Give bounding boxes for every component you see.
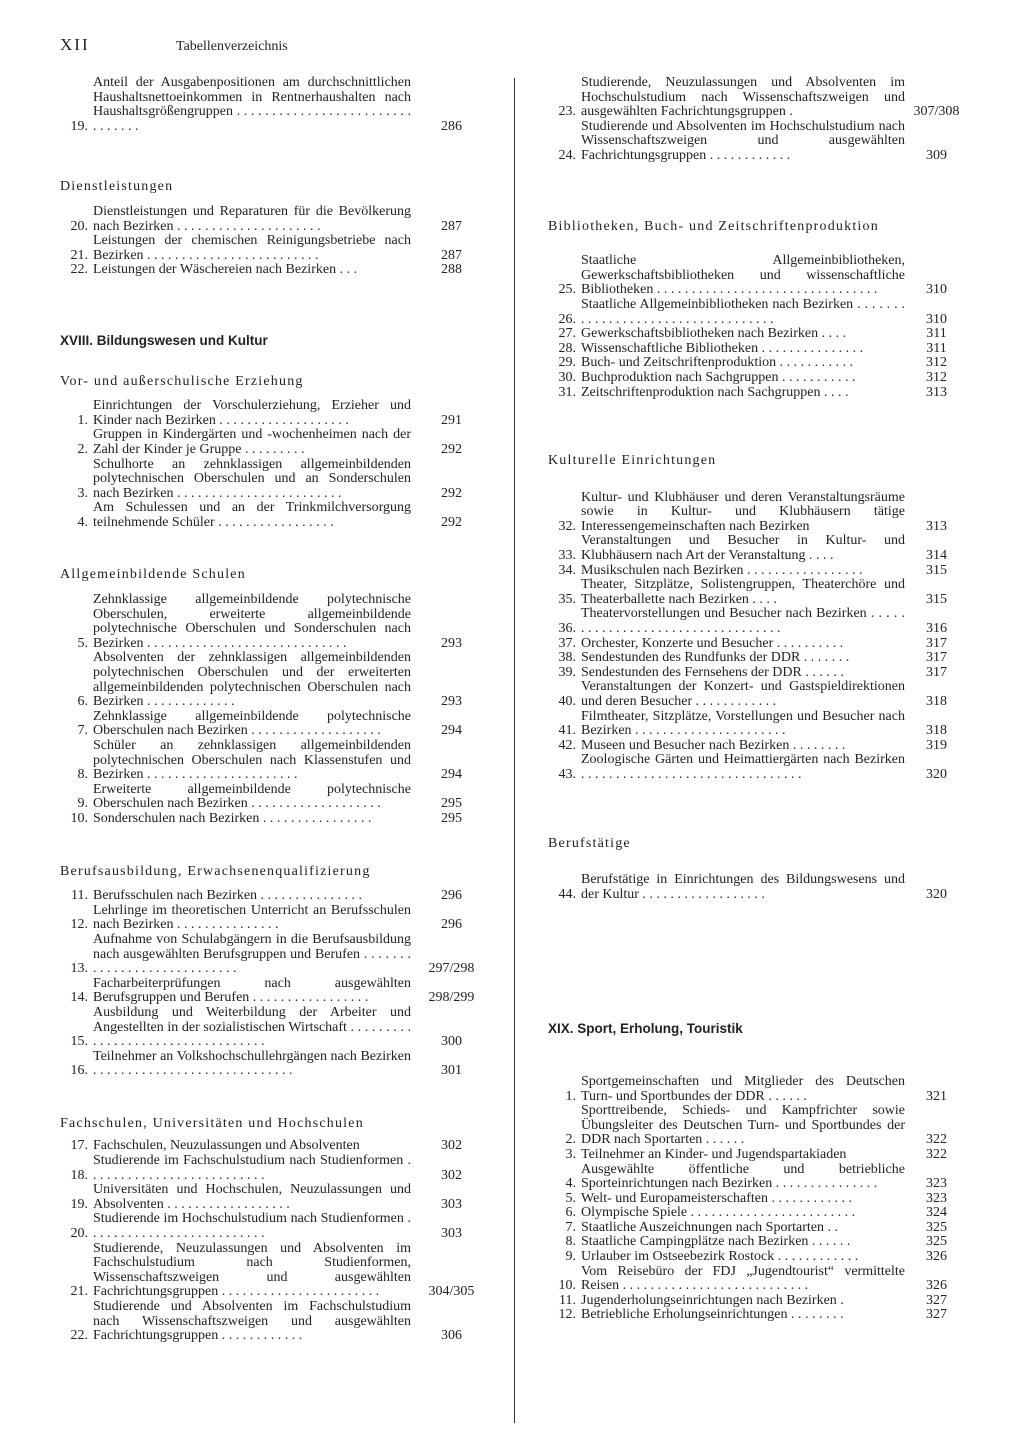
- entry-number: 9.: [77, 796, 88, 812]
- entry-title: Jugenderholungseinrichtungen nach Bezirken .: [581, 1292, 844, 1308]
- entry-page: 317: [926, 650, 947, 666]
- entry-title: Berufstätige in Einrichtungen des Bildungswesens und der Kultur . . . . . . . . . . . . . . . . . .: [581, 872, 905, 902]
- toc-entry: [548, 666, 968, 681]
- entry-number: 32.: [558, 518, 576, 534]
- entry-title: Staatliche Auszeichnungen nach Sportarten . .: [581, 1219, 838, 1235]
- entry-title: Filmtheater, Sitzplätze, Vorstellungen und Besucher nach Bezirken . . . . . . . . . . . . . . . . . . . . . .: [581, 708, 905, 739]
- entry-title: Staatliche Allgemeinbibliotheken, Gewerkschaftsbibliotheken und wissenschaftliche Bibliotheken . . . . . . . . . . . . . . . . . . . . . . . . . . . . . . . .: [581, 253, 905, 298]
- entry-number: 21.: [70, 247, 88, 263]
- entry-page: 298/299: [428, 990, 475, 1006]
- entry-number: 36.: [558, 621, 576, 637]
- toc-entry: [548, 1265, 968, 1294]
- entry-title: Veranstaltungen der Konzert- und Gastspieldirektionen und deren Besucher . . . . . . . . . . . .: [581, 679, 905, 709]
- toc-entry: [548, 1163, 968, 1192]
- entry-number: 13.: [70, 961, 88, 977]
- entry-number: 11.: [559, 1292, 576, 1308]
- toc-entry: [60, 889, 492, 904]
- entry-title: Zoologische Gärten und Heimattiergärten nach Bezirken . . . . . . . . . . . . . . . . . . . . . . . . . . . . . . . .: [581, 752, 905, 782]
- entry-number: 6.: [565, 1205, 576, 1221]
- entry-number: 12.: [70, 917, 88, 933]
- entry-number: 30.: [558, 369, 576, 385]
- entry-title: Vom Reisebüro der FDJ „Jugendtourist“ vermittelte Reisen . . . . . . . . . . . . . . . . . . . . . . . . . . .: [581, 1263, 905, 1294]
- entry-page: 303: [441, 1226, 462, 1242]
- toc-entry: [60, 1183, 492, 1212]
- entry-number: 20.: [70, 1226, 88, 1242]
- toc-entry: [548, 564, 968, 579]
- entry-title: Olympische Spiele . . . . . . . . . . . . . . . . . . . . . . . .: [581, 1205, 856, 1221]
- entry-number: 14.: [70, 990, 88, 1006]
- entry-page: 292: [441, 514, 462, 530]
- entry-page: 326: [926, 1278, 947, 1294]
- page-title: Tabellenverzeichnis: [176, 39, 288, 54]
- entry-page: 296: [441, 888, 462, 904]
- entry-title: Buchproduktion nach Sachgruppen . . . . . . . . . . .: [581, 369, 856, 385]
- entry-title: Facharbeiterprüfungen nach ausgewählten Berufsgruppen und Berufen . . . . . . . . . . . . . . . . .: [93, 975, 411, 1006]
- entry-number: 7.: [565, 1219, 576, 1235]
- toc-entry: [60, 651, 492, 709]
- entry-title: Aufnahme von Schulabgängern in die Berufsausbildung nach ausgewählten Berufsgruppen und Berufen . . . . . . . . . . . . . . . . . . . . . . . . . . . .: [93, 931, 411, 977]
- toc-entry: [548, 371, 968, 386]
- entry-page: 318: [926, 723, 947, 739]
- toc-entry: [60, 1300, 492, 1344]
- entry-title: Erweiterte allgemeinbildende polytechnische Oberschulen nach Bezirken . . . . . . . . . . . . . . . . . . .: [93, 781, 411, 812]
- toc-entry: [548, 1104, 968, 1148]
- toc-entry: [60, 1006, 492, 1050]
- entry-title: Dienstleistungen und Reparaturen für die Bevölkerung nach Bezirken . . . . . . . . . . . . . . . . . . . . .: [93, 203, 411, 234]
- entry-title: Sendestunden des Rundfunks der DDR . . . . . . .: [581, 650, 850, 666]
- entry-title: Absolventen der zehnklassigen allgemeinbildenden polytechnischen Oberschulen und der erweiterten allgemeinbildenden polytechnischen Oberschulen nach Bezirken . . . . . . . . . . . . .: [93, 650, 411, 710]
- entry-title: Urlauber im Ostseebezirk Rostock . . . . . . . . . . . .: [581, 1249, 859, 1265]
- entry-number: 5.: [565, 1190, 576, 1206]
- entry-number: 10.: [558, 1278, 576, 1294]
- subsection-heading: Vor- und außerschulische Erziehung: [60, 373, 304, 389]
- entry-number: 24.: [558, 147, 576, 163]
- page-number: XII: [60, 35, 90, 54]
- entry-number: 43.: [558, 766, 576, 782]
- entry-page: 327: [926, 1307, 947, 1323]
- entry-page: 307/308: [913, 104, 960, 120]
- entry-title: Berufsschulen nach Bezirken . . . . . . . . . . . . . . .: [93, 888, 363, 904]
- entry-number: 38.: [558, 650, 576, 666]
- entry-page: 326: [926, 1249, 947, 1265]
- entry-number: 16.: [70, 1063, 88, 1079]
- entry-title: Staatliche Campingplätze nach Bezirken . . . . . .: [581, 1234, 851, 1250]
- toc-entry: [548, 386, 968, 401]
- entry-number: 21.: [70, 1284, 88, 1300]
- subsection-heading: Kulturelle Einrichtungen: [548, 453, 717, 469]
- entry-page: 292: [441, 485, 462, 501]
- entry-title: Museen und Besucher nach Bezirken . . . . . . . .: [581, 737, 846, 753]
- entry-page: 302: [441, 1167, 462, 1183]
- entry-number: 9.: [565, 1249, 576, 1265]
- toc-entry: [548, 710, 968, 739]
- toc-entry: [548, 120, 968, 164]
- entry-page: 314: [926, 548, 947, 564]
- entry-page: 297/298: [428, 961, 475, 977]
- entry-title: Fachschulen, Neuzulassungen und Absolventen: [93, 1138, 360, 1154]
- subsection-heading: Bibliotheken, Buch- und Zeitschriftenproduktion: [548, 218, 879, 234]
- entry-page: 319: [926, 737, 947, 753]
- toc-entry: [60, 783, 492, 812]
- entry-number: 2.: [565, 1132, 576, 1148]
- entry-page: 292: [441, 441, 462, 457]
- entry-number: 19.: [70, 1196, 88, 1212]
- toc-entry: [548, 327, 968, 342]
- toc-entry: [548, 753, 968, 782]
- entry-number: 19.: [70, 118, 88, 134]
- toc-entry: [60, 812, 492, 827]
- toc-entry: [60, 1212, 492, 1241]
- toc-entry: [548, 76, 968, 120]
- entry-title: Zehnklassige allgemeinbildende polytechnische Oberschulen nach Bezirken . . . . . . . . . . . . . . . . . . .: [93, 708, 411, 739]
- toc-entry: [60, 205, 492, 234]
- entry-title: Sportgemeinschaften und Mitglieder des Deutschen Turn- und Sportbundes der DDR . . . . . .: [581, 1073, 905, 1104]
- subsection-heading: Fachschulen, Universitäten und Hochschulen: [60, 1115, 364, 1131]
- toc-entry: [548, 1250, 968, 1265]
- entry-number: 1.: [565, 1088, 576, 1104]
- entry-page: 306: [441, 1328, 462, 1344]
- entry-title: Veranstaltungen und Besucher in Kultur- und Klubhäusern nach Art der Veranstaltung . . . .: [581, 533, 905, 564]
- toc-entry: [548, 637, 968, 652]
- entry-title: Wissenschaftliche Bibliotheken . . . . . . . . . . . . . . .: [581, 340, 864, 356]
- entry-title: Theatervorstellungen und Besucher nach Bezirken . . . . . . . . . . . . . . . . . . . . . . . . . . . . . . . . . .: [581, 606, 905, 637]
- entry-page: 287: [441, 218, 462, 234]
- toc-entry: [60, 1139, 492, 1154]
- entry-title: Teilnehmer an Volkshochschullehrgängen nach Bezirken . . . . . . . . . . . . . . . . . . . . . . . . . . . . .: [93, 1048, 411, 1079]
- toc-entry: [548, 651, 968, 666]
- entry-title: Betriebliche Erholungseinrichtungen . . . . . . . .: [581, 1307, 844, 1323]
- entry-page: 324: [926, 1205, 947, 1221]
- entry-page: 310: [926, 311, 947, 327]
- entry-page: 315: [926, 562, 947, 578]
- toc-entry: [548, 1235, 968, 1250]
- entry-title: Kultur- und Klubhäuser und deren Veranstaltungsräume sowie in Kultur- und Klubhäusern tätige Interessengemeinschaften nach Bezirken: [581, 489, 905, 534]
- toc-entry: [60, 428, 492, 457]
- toc-right-column: [548, 76, 968, 1323]
- entry-number: 37.: [558, 635, 576, 651]
- entry-title: Gewerkschaftsbibliotheken nach Bezirken . . . .: [581, 326, 847, 342]
- entry-title: Studierende, Neuzulassungen und Absolventen im Fachschulstudium nach Studienformen, Wissenschaftszweigen und ausgewählten Fachrichtungsgruppen . . . . . . . . . . . . . . . . . . . . . . .: [93, 1240, 411, 1300]
- subsection-heading: Berufstätige: [548, 835, 631, 851]
- entry-page: 294: [441, 767, 462, 783]
- entry-title: Theater, Sitzplätze, Solistengruppen, Theaterchöre und Theaterballette nach Bezirken . . . .: [581, 577, 905, 607]
- entry-number: 3.: [565, 1146, 576, 1162]
- entry-page: 327: [926, 1292, 947, 1308]
- entry-page: 310: [926, 282, 947, 298]
- entry-page: 320: [926, 886, 947, 902]
- entry-title: Studierende, Neuzulassungen und Absolventen im Hochschulstudium nach Wissenschaftszweigen und ausgewählten Fachrichtungsgruppen .: [581, 75, 905, 120]
- entry-title: Sporttreibende, Schieds- und Kampfrichter sowie Übungsleiter des Deutschen Turn- und Sportbundes der DDR nach Sportarten . . . . . .: [581, 1103, 905, 1148]
- entry-title: Universitäten und Hochschulen, Neuzulassungen und Absolventen . . . . . . . . . . . . . . . . . .: [93, 1182, 411, 1212]
- entry-number: 11.: [71, 888, 88, 904]
- toc-entry: [548, 356, 968, 371]
- entry-number: 35.: [558, 591, 576, 607]
- toc-entry: [60, 710, 492, 739]
- toc-entry: [60, 263, 492, 278]
- entry-title: Welt- und Europameisterschaften . . . . . . . . . . . .: [581, 1190, 853, 1206]
- entry-page: 288: [441, 262, 462, 278]
- toc-entry: [548, 680, 968, 709]
- toc-entry: [548, 342, 968, 357]
- entry-page: 317: [926, 664, 947, 680]
- toc-entry: [548, 534, 968, 563]
- toc-entry: [548, 739, 968, 754]
- entry-number: 15.: [70, 1034, 88, 1050]
- toc-entry: [548, 491, 968, 535]
- toc-entry: [60, 1154, 492, 1183]
- entry-title: Buch- und Zeitschriftenproduktion . . . . . . . . . . .: [581, 355, 854, 371]
- entry-page: 286: [441, 118, 462, 134]
- entry-number: 4.: [77, 514, 88, 530]
- entry-page: 304/305: [428, 1284, 475, 1300]
- entry-title: Zehnklassige allgemeinbildende polytechnische Oberschulen, erweiterte allgemeinbildende polytechnische Oberschulen und Sonderschulen nach Bezirken . . . . . . . . . . . . . . . . . . . . . . . . . . . . .: [93, 592, 411, 651]
- entry-page: 325: [926, 1234, 947, 1250]
- entry-number: 17.: [70, 1138, 88, 1154]
- entry-number: 18.: [70, 1167, 88, 1183]
- toc-entry: [548, 578, 968, 607]
- entry-title: Studierende im Hochschulstudium nach Studienformen . . . . . . . . . . . . . . . . . . . . . . . . . .: [93, 1211, 411, 1242]
- entry-page: 294: [441, 723, 462, 739]
- toc-entry: [548, 1075, 968, 1104]
- entry-title: Leistungen der chemischen Reinigungsbetriebe nach Bezirken . . . . . . . . . . . . . . . . . . . . . . . . .: [93, 233, 411, 263]
- entry-page: 311: [926, 326, 947, 342]
- entry-number: 2.: [77, 441, 88, 457]
- entry-title: Einrichtungen der Vorschulerziehung, Erzieher und Kinder nach Bezirken . . . . . . . . . . . . . . . . . . .: [93, 398, 411, 428]
- subsection-heading: Allgemeinbildende Schulen: [60, 567, 246, 583]
- entry-title: Studierende und Absolventen im Hochschulstudium nach Wissenschaftszweigen und ausgewählten Fachrichtungsgruppen . . . . . . . . . . . .: [581, 118, 905, 163]
- entry-title: Anteil der Ausgabenpositionen am durchschnittlichen Haushaltsnettoeinkommen in Rentnerhaushalten nach Haushaltsgrößengruppen . . . . . . . . . . . . . . . . . . . . . . . . . . . . . . . .: [93, 75, 411, 134]
- subsection-heading: Dienstleistungen: [60, 179, 174, 195]
- entry-number: 27.: [558, 326, 576, 342]
- entry-title: Studierende im Fachschulstudium nach Studienformen . . . . . . . . . . . . . . . . . . . . . . . . . .: [93, 1153, 411, 1183]
- entry-page: 313: [926, 518, 947, 534]
- entry-number: 31.: [558, 384, 576, 400]
- entry-number: 22.: [70, 1328, 88, 1344]
- entry-page: 320: [926, 766, 947, 782]
- entry-page: 325: [926, 1219, 947, 1235]
- entry-page: 287: [441, 247, 462, 263]
- entry-page: 301: [441, 1063, 462, 1079]
- toc-entry: [548, 254, 968, 298]
- toc-entry: [548, 1294, 968, 1309]
- toc-entry: [548, 1206, 968, 1221]
- toc-entry: [548, 1148, 968, 1163]
- entry-page: 313: [926, 384, 947, 400]
- section-heading: XVIII. Bildungswesen und Kultur: [60, 332, 268, 348]
- entry-number: 22.: [70, 262, 88, 278]
- entry-number: 44.: [558, 886, 576, 902]
- toc-entry: [60, 399, 492, 428]
- entry-number: 5.: [77, 635, 88, 651]
- entry-title: Teilnehmer an Kinder- und Jugendspartakiaden: [581, 1146, 847, 1162]
- entry-title: Orchester, Konzerte und Besucher . . . . . . . . . .: [581, 635, 844, 651]
- toc-entry: [60, 234, 492, 263]
- entry-number: 34.: [558, 562, 576, 578]
- entry-title: Studierende und Absolventen im Fachschulstudium nach Wissenschaftszweigen und ausgewählten Fachrichtungsgruppen . . . . . . . . . . . .: [93, 1299, 411, 1344]
- entry-number: 8.: [77, 767, 88, 783]
- toc-entry: [60, 1050, 492, 1079]
- entry-number: 42.: [558, 737, 576, 753]
- entry-number: 39.: [558, 664, 576, 680]
- entry-title: Leistungen der Wäschereien nach Bezirken . . .: [93, 262, 358, 278]
- toc-entry: [60, 739, 492, 783]
- entry-title: Ausbildung und Weiterbildung der Arbeiter und Angestellten in der sozialistischen Wirtschaft . . . . . . . . . . . . . . . . . . . . . . . . . . . . . . . . . .: [93, 1004, 411, 1050]
- entry-title: Musikschulen nach Bezirken . . . . . . . . . . . . . . . . .: [581, 562, 863, 578]
- entry-title: Ausgewählte öffentliche und betriebliche Sporteinrichtungen nach Bezirken . . . . . . . . . . . . . . .: [581, 1161, 905, 1192]
- toc-entry: [60, 458, 492, 502]
- entry-page: 316: [926, 621, 947, 637]
- entry-page: 315: [926, 591, 947, 607]
- entry-page: 312: [926, 369, 947, 385]
- subsection-heading: Berufsausbildung, Erwachsenenqualifizierung: [60, 863, 371, 879]
- entry-page: 309: [926, 147, 947, 163]
- entry-title: Sonderschulen nach Bezirken . . . . . . . . . . . . . . . .: [93, 810, 372, 826]
- entry-number: 12.: [558, 1307, 576, 1323]
- toc-entry: [60, 1242, 492, 1300]
- entry-page: 323: [926, 1190, 947, 1206]
- entry-title: Am Schulessen und an der Trinkmilchversorgung teilnehmende Schüler . . . . . . . . . . . . . . . . .: [93, 500, 411, 530]
- toc-left-column: [60, 76, 492, 1344]
- entry-number: 8.: [565, 1234, 576, 1250]
- entry-page: 295: [441, 796, 462, 812]
- toc-entry: [60, 76, 492, 134]
- entry-title: Gruppen in Kindergärten und -wochenheimen nach der Zahl der Kinder je Gruppe . . . . . . . . .: [93, 427, 411, 457]
- toc-entry: [548, 1308, 968, 1323]
- entry-number: 25.: [558, 282, 576, 298]
- entry-page: 311: [926, 340, 947, 356]
- entry-number: 28.: [558, 340, 576, 356]
- entry-number: 40.: [558, 694, 576, 709]
- entry-number: 10.: [70, 810, 88, 826]
- entry-title: Schüler an zehnklassigen allgemeinbildenden polytechnischen Oberschulen nach Klassenstufen und Bezirken . . . . . . . . . . . . . . . . . . . . . .: [93, 738, 411, 783]
- entry-page: 303: [441, 1196, 462, 1212]
- toc-entry: [548, 1221, 968, 1236]
- entry-page: 322: [926, 1132, 947, 1148]
- toc-entry: [60, 904, 492, 933]
- entry-number: 3.: [77, 485, 88, 501]
- entry-number: 33.: [558, 548, 576, 564]
- entry-page: 318: [926, 694, 947, 709]
- entry-title: Zeitschriftenproduktion nach Sachgruppen . . . .: [581, 384, 849, 400]
- entry-number: 29.: [558, 355, 576, 371]
- entry-number: 4.: [565, 1176, 576, 1192]
- entry-page: 312: [926, 355, 947, 371]
- toc-entry: [60, 933, 492, 977]
- entry-title: Schulhorte an zehnklassigen allgemeinbildenden polytechnischen Oberschulen und an Sonderschulen nach Bezirken . . . . . . . . . . . . . . . . . . . . . . . .: [93, 456, 411, 501]
- toc-entry: [548, 873, 968, 902]
- entry-page: 302: [441, 1138, 462, 1154]
- entry-page: 300: [441, 1034, 462, 1050]
- toc-entry: [60, 593, 492, 651]
- entry-page: 321: [926, 1088, 947, 1104]
- entry-number: 26.: [558, 311, 576, 327]
- entry-page: 317: [926, 635, 947, 651]
- section-heading: XIX. Sport, Erholung, Touristik: [548, 1021, 743, 1037]
- entry-page: 322: [926, 1146, 947, 1162]
- entry-number: 41.: [558, 723, 576, 739]
- entry-title: Lehrlinge im theoretischen Unterricht an Berufsschulen nach Bezirken . . . . . . . . . . . . . . .: [93, 902, 411, 933]
- entry-title: Staatliche Allgemeinbibliotheken nach Bezirken . . . . . . . . . . . . . . . . . . . . . . . . . . . . . . . . . . .: [581, 296, 905, 327]
- toc-entry: [548, 1192, 968, 1207]
- entry-page: 296: [441, 917, 462, 933]
- entry-page: 293: [441, 694, 462, 710]
- toc-entry: [548, 298, 968, 327]
- entry-number: 7.: [77, 723, 88, 739]
- entry-page: 291: [441, 412, 462, 428]
- entry-page: 323: [926, 1176, 947, 1192]
- entry-number: 23.: [558, 104, 576, 120]
- entry-number: 6.: [77, 694, 88, 710]
- toc-entry: [60, 977, 492, 1006]
- toc-entry: [548, 607, 968, 636]
- entry-number: 20.: [70, 218, 88, 234]
- entry-number: 1.: [77, 412, 88, 428]
- entry-title: Sendestunden des Fernsehens der DDR . . . . . .: [581, 664, 844, 680]
- entry-page: 293: [441, 635, 462, 651]
- column-divider: [514, 78, 515, 1423]
- toc-entry: [60, 501, 492, 530]
- entry-page: 295: [441, 810, 462, 826]
